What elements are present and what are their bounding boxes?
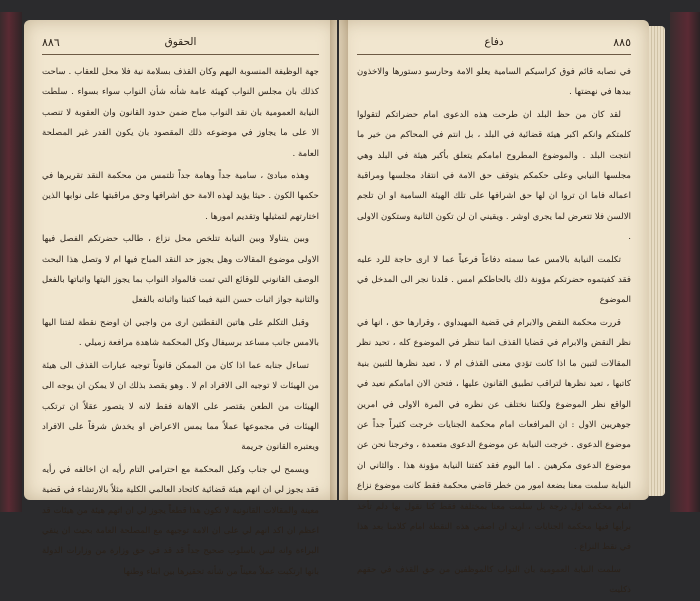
book-cover-right-edge (670, 12, 700, 512)
page-edges (649, 26, 665, 496)
right-page-number: ٨٨٥ (613, 36, 631, 49)
left-page-header (42, 34, 319, 55)
left-page (24, 20, 337, 577)
paragraph: قررت محكمة النقض والابرام في قضية المهيداوي ، وقرارها حق ، انها في نظر النقض والابرام في قضايا القذف انما تنظر في الموضوع كله ، تحيد نظر المقالات لتبين ما اذا كانت تؤدي معنى القذف ام لا ، تعيد نظرها للتبين بنية كاتبها ، تعيد نظرها لتراقب تطبيق القانون عليها ، فتحن الان امامكم نعيد في الواقع نظر الموضوع ولكننا نختلف عن نظره في المرة الاولى في امرين جوهريين الاول : ان المرافعات امام محكمة الجنايات خرجت كثيراً جداً عن موضوع الدعوى . خرجت النيابة عن موضوع الدعوى متعمدة ، وخرجنا نحن عن موضوع الدعوى مكرهين . اما اليوم فقد كفتنا النيابة مؤونة هذا . والثاني ان النيابة سلمت معنا بضعة امور من خطر قاضي محكمة فقط كانت موضوع نزاع امام محكمة اول درجة بل سلمت معنا بمختلفة فقط كنا نقول بها دلم تأخذ برأيها فيها محكمة الجنايات ، اريد ان اصفي هذه النقطة امام كلامنا بعد هذا في نقط النزاع . (357, 317, 631, 553)
right-page-body (357, 62, 631, 596)
paragraph: تساءل جنابه عما اذا كان من الممكن قانوناً توجيه عبارات القذف الى هيئة من الهيئات لا توجيه الى الافراد ام لا . وهو يقصد بذلك ان لا يمكن ان يوجه الى الهيئات من الطعن بقتصر على الاهانة فقط لانه لا يتصور عقلاً ان ترتكب الهيئات في مجموعها عملاً مما يمس الاعراض او يخدش شرفاً على الافراد ويعتبره القانون جريمة (42, 360, 319, 453)
paragraph: وهذه مبادئ ، سامية جداً وهامة جداً تلتمس من محكمة النقد تقريرها في حكمها الكون . حيثا يؤيد لهذه الامة حق اشرافها وحق مراقبتها على نوابها الذين اختارتهم لتمثيلها وتقديم امورها . (42, 171, 319, 222)
paragraph: تكلمت النيابة بالامس عما سمته دفاعاً فرعياً عما لا ارى حاجة للرد عليه فقد كفيتموه حضرتكم مؤونة ذلك بالحاطكم امس . فلدنا نجر الى المدخل في الموضوع (357, 254, 631, 306)
paragraph: سلمت النيابة العمومية بان النواب كالموظفين من حق القذف في حقهم ذكليت (357, 564, 631, 596)
paragraph: في نصابه قائم فوق كراسيكم السامية يعلو الامة وحارسو دستورها والاخذون بيدها في نهضتها . (357, 67, 631, 98)
right-page-running-title: دفاع (484, 36, 504, 48)
right-page-header (357, 34, 631, 55)
paragraph: ويسمح لي جناب وكيل المحكمة مع احترامي التام رأيه ان اخالفه في رأيه فقد يجوز لي ان انهم هيئة قضائية كاتحاد العالمي الكلية مثلاً بالارتشاء في قضية معينة والمقالات القانونية لا تكون هذا قطعاً يجوز لي ان اتهم هيئة من هيئات قد اعظم ان اكد انهم لي على ان الامة توجيهه مع المصلحة العامة بحيث ان ينفي البراءة وانه ليس باسلوب صحيح جداً قد قد في حق وزارة من وزارات الدولة بانها ارتكبت عملاً معيناً من شأنه تحقيرها بين ابناء وطنها (42, 464, 319, 577)
right-page (339, 20, 649, 596)
book-cover-left-edge (0, 12, 22, 512)
paragraph: جهة الوظيفة المنسوبة اليهم وكان القذف بسلامة نية فلا محل للعقاب . ساحت كذلك بان مجلس النواب كهيئة عامة شأنه شأن النواب سواء بسواء . سلطت النيابة العمومية بان نقد النواب مباح ضمن حدود القانون وان العقوبة لا تنصب الا على ما يجاوز في موضوعه ذلك المقصود بان يكون القدر غير المصلحة العامة . (42, 67, 319, 159)
paragraph: وقبل التكلم على هاتين النقطتين ارى من واجبي ان اوضح نقطة لفتنا اليها بالامس جانب مساعد برسيفال وكل المحكمة شاهدة مرافعة زميلي . (42, 317, 319, 349)
left-page-running-title: الحقوق (164, 36, 197, 48)
left-page-number: ٨٨٦ (42, 36, 60, 49)
paragraph: لقد كان من حظ البلد ان طرحت هذه الدعوى امام حضراتكم لتقولوا كلمتكم وانكم اكبر هيئة قضائية في البلد ، بل انتم في المحاكم من خير ما انتجت البلد . والموضوع المطروح امامكم يتعلق بأكبر هيئة في البلد وهي مجلسها النيابي وعلى حكمكم يتوقف حق الامة في انتقاد مجلسها ومراقبة اعماله فاما ان تروا ان لها حق اشرافها على تلك الهيئة السامية او ان تلجم الالسن فلا تتعرض لما يجري اوشر . ويقيني ان لن تكون الثانية وستكون الاولى . (357, 109, 631, 243)
left-page-body (42, 62, 319, 577)
paragraph: وبين يتناولا وبين النيابة تتلخص محل نزاع ، طالب حضرتكم الفصل فيها الاولى موضوع المقالات وهل يجوز حد النقد المباح فيها ام لا وتصل هذا البحث الوصف القانوني للوقائع التي تمت فالمواد النواب بما يجوز اليتها واثباتها بالفعل والثانية جواز اثبات حسن النية فيما كتبنا واثباته بالفعل (42, 234, 319, 306)
